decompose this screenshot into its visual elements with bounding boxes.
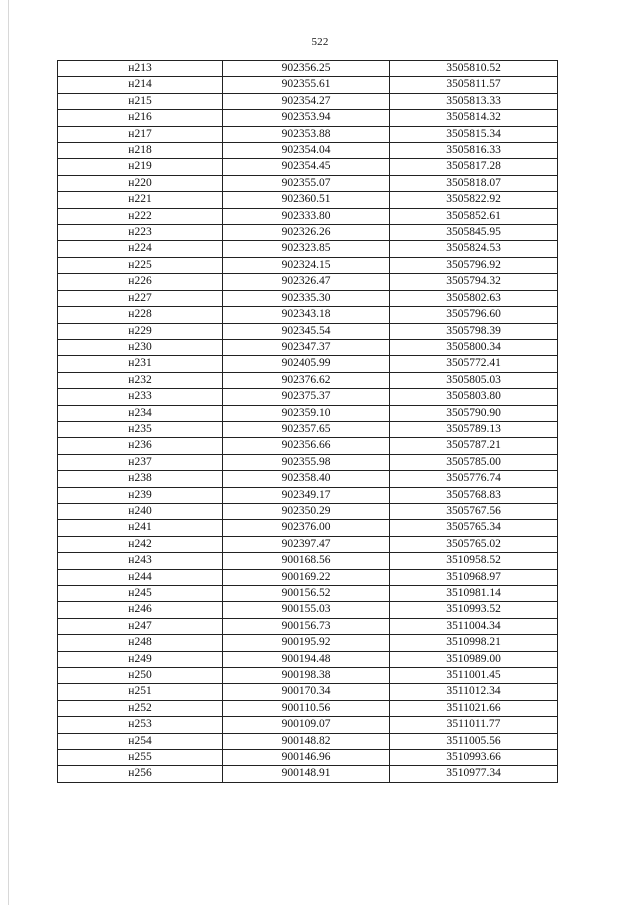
y-coordinate-cell: 3505845.95: [390, 225, 558, 241]
x-coordinate-cell: 902347.37: [223, 339, 390, 355]
y-coordinate-cell: 3505794.32: [390, 274, 558, 290]
y-coordinate-cell: 3510981.14: [390, 586, 558, 602]
point-id-cell: н216: [58, 110, 223, 126]
y-coordinate-cell: 3505815.34: [390, 126, 558, 142]
x-coordinate-cell: 902354.27: [223, 93, 390, 109]
point-id-cell: н249: [58, 651, 223, 667]
coordinates-table-body: [58, 61, 558, 783]
table-row: [58, 77, 558, 93]
table-row: [58, 618, 558, 634]
point-id-cell: н238: [58, 471, 223, 487]
x-coordinate-cell: 900194.48: [223, 651, 390, 667]
table-row: [58, 257, 558, 273]
x-coordinate-cell: 902376.62: [223, 372, 390, 388]
y-coordinate-cell: 3505818.07: [390, 175, 558, 191]
y-coordinate-cell: 3505768.83: [390, 487, 558, 503]
x-coordinate-cell: 900110.56: [223, 700, 390, 716]
point-id-cell: н246: [58, 602, 223, 618]
table-row: [58, 668, 558, 684]
table-row: [58, 323, 558, 339]
y-coordinate-cell: 3511005.56: [390, 733, 558, 749]
point-id-cell: н234: [58, 405, 223, 421]
table-row: [58, 569, 558, 585]
point-id-cell: н251: [58, 684, 223, 700]
x-coordinate-cell: 900156.73: [223, 618, 390, 634]
point-id-cell: н223: [58, 225, 223, 241]
table-row: [58, 471, 558, 487]
point-id-cell: н219: [58, 159, 223, 175]
point-id-cell: н215: [58, 93, 223, 109]
table-row: [58, 274, 558, 290]
y-coordinate-cell: 3505789.13: [390, 421, 558, 437]
y-coordinate-cell: 3505767.56: [390, 503, 558, 519]
y-coordinate-cell: 3505772.41: [390, 356, 558, 372]
x-coordinate-cell: 902345.54: [223, 323, 390, 339]
x-coordinate-cell: 902353.94: [223, 110, 390, 126]
point-id-cell: н244: [58, 569, 223, 585]
y-coordinate-cell: 3505790.90: [390, 405, 558, 421]
table-row: [58, 635, 558, 651]
point-id-cell: н235: [58, 421, 223, 437]
point-id-cell: н220: [58, 175, 223, 191]
page-number: 522: [311, 36, 329, 48]
table-row: [58, 684, 558, 700]
table-row: [58, 225, 558, 241]
point-id-cell: н256: [58, 766, 223, 782]
table-row: [58, 307, 558, 323]
table-row: [58, 536, 558, 552]
y-coordinate-cell: 3505796.92: [390, 257, 558, 273]
point-id-cell: н224: [58, 241, 223, 257]
y-coordinate-cell: 3505796.60: [390, 307, 558, 323]
x-coordinate-cell: 902354.04: [223, 143, 390, 159]
y-coordinate-cell: 3505805.03: [390, 372, 558, 388]
y-coordinate-cell: 3505810.52: [390, 61, 558, 77]
point-id-cell: н236: [58, 438, 223, 454]
point-id-cell: н214: [58, 77, 223, 93]
y-coordinate-cell: 3505817.28: [390, 159, 558, 175]
table-row: [58, 733, 558, 749]
point-id-cell: н247: [58, 618, 223, 634]
x-coordinate-cell: 900148.91: [223, 766, 390, 782]
table-row: [58, 503, 558, 519]
point-id-cell: н255: [58, 750, 223, 766]
x-coordinate-cell: 902355.07: [223, 175, 390, 191]
point-id-cell: н243: [58, 553, 223, 569]
x-coordinate-cell: 902355.61: [223, 77, 390, 93]
point-id-cell: н230: [58, 339, 223, 355]
y-coordinate-cell: 3505800.34: [390, 339, 558, 355]
table-row: [58, 405, 558, 421]
table-row: [58, 372, 558, 388]
point-id-cell: н233: [58, 389, 223, 405]
y-coordinate-cell: 3505824.53: [390, 241, 558, 257]
table-row: [58, 356, 558, 372]
y-coordinate-cell: 3505798.39: [390, 323, 558, 339]
x-coordinate-cell: 900109.07: [223, 717, 390, 733]
x-coordinate-cell: 900146.96: [223, 750, 390, 766]
point-id-cell: н213: [58, 61, 223, 77]
point-id-cell: н228: [58, 307, 223, 323]
y-coordinate-cell: 3505765.34: [390, 520, 558, 536]
y-coordinate-cell: 3511001.45: [390, 668, 558, 684]
x-coordinate-cell: 902350.29: [223, 503, 390, 519]
x-coordinate-cell: 900148.82: [223, 733, 390, 749]
x-coordinate-cell: 900168.56: [223, 553, 390, 569]
coordinates-table: [57, 60, 558, 783]
x-coordinate-cell: 902355.98: [223, 454, 390, 470]
y-coordinate-cell: 3505802.63: [390, 290, 558, 306]
point-id-cell: н250: [58, 668, 223, 684]
table-row: [58, 175, 558, 191]
table-row: [58, 208, 558, 224]
point-id-cell: н254: [58, 733, 223, 749]
point-id-cell: н218: [58, 143, 223, 159]
x-coordinate-cell: 902357.65: [223, 421, 390, 437]
x-coordinate-cell: 902343.18: [223, 307, 390, 323]
x-coordinate-cell: 902376.00: [223, 520, 390, 536]
point-id-cell: н242: [58, 536, 223, 552]
y-coordinate-cell: 3505814.32: [390, 110, 558, 126]
x-coordinate-cell: 902324.15: [223, 257, 390, 273]
x-coordinate-cell: 902405.99: [223, 356, 390, 372]
table-row: [58, 143, 558, 159]
y-coordinate-cell: 3510977.34: [390, 766, 558, 782]
point-id-cell: н241: [58, 520, 223, 536]
point-id-cell: н226: [58, 274, 223, 290]
point-id-cell: н217: [58, 126, 223, 142]
x-coordinate-cell: 902335.30: [223, 290, 390, 306]
y-coordinate-cell: 3511012.34: [390, 684, 558, 700]
y-coordinate-cell: 3510993.52: [390, 602, 558, 618]
x-coordinate-cell: 902326.47: [223, 274, 390, 290]
table-row: [58, 520, 558, 536]
table-row: [58, 487, 558, 503]
x-coordinate-cell: 902356.25: [223, 61, 390, 77]
point-id-cell: н237: [58, 454, 223, 470]
x-coordinate-cell: 900195.92: [223, 635, 390, 651]
x-coordinate-cell: 900156.52: [223, 586, 390, 602]
table-row: [58, 651, 558, 667]
y-coordinate-cell: 3511004.34: [390, 618, 558, 634]
y-coordinate-cell: 3510958.52: [390, 553, 558, 569]
table-row: [58, 159, 558, 175]
table-row: [58, 421, 558, 437]
table-row: [58, 192, 558, 208]
table-row: [58, 438, 558, 454]
point-id-cell: н232: [58, 372, 223, 388]
x-coordinate-cell: 900155.03: [223, 602, 390, 618]
y-coordinate-cell: 3505787.21: [390, 438, 558, 454]
x-coordinate-cell: 902359.10: [223, 405, 390, 421]
x-coordinate-cell: 902353.88: [223, 126, 390, 142]
table-row: [58, 61, 558, 77]
point-id-cell: н225: [58, 257, 223, 273]
table-row: [58, 586, 558, 602]
table-row: [58, 700, 558, 716]
y-coordinate-cell: 3505852.61: [390, 208, 558, 224]
y-coordinate-cell: 3505785.00: [390, 454, 558, 470]
point-id-cell: н240: [58, 503, 223, 519]
point-id-cell: н248: [58, 635, 223, 651]
point-id-cell: н252: [58, 700, 223, 716]
table-row: [58, 602, 558, 618]
point-id-cell: н231: [58, 356, 223, 372]
table-row: [58, 110, 558, 126]
table-row: [58, 717, 558, 733]
table-row: [58, 126, 558, 142]
scan-margin-line: [8, 0, 9, 905]
table-row: [58, 241, 558, 257]
x-coordinate-cell: 900198.38: [223, 668, 390, 684]
y-coordinate-cell: 3505813.33: [390, 93, 558, 109]
x-coordinate-cell: 902326.26: [223, 225, 390, 241]
y-coordinate-cell: 3505765.02: [390, 536, 558, 552]
x-coordinate-cell: 902354.45: [223, 159, 390, 175]
point-id-cell: н229: [58, 323, 223, 339]
y-coordinate-cell: 3511011.77: [390, 717, 558, 733]
table-row: [58, 766, 558, 782]
table-row: [58, 93, 558, 109]
x-coordinate-cell: 902358.40: [223, 471, 390, 487]
y-coordinate-cell: 3510993.66: [390, 750, 558, 766]
y-coordinate-cell: 3505811.57: [390, 77, 558, 93]
y-coordinate-cell: 3505776.74: [390, 471, 558, 487]
y-coordinate-cell: 3505822.92: [390, 192, 558, 208]
x-coordinate-cell: 902360.51: [223, 192, 390, 208]
y-coordinate-cell: 3511021.66: [390, 700, 558, 716]
x-coordinate-cell: 902375.37: [223, 389, 390, 405]
x-coordinate-cell: 900169.22: [223, 569, 390, 585]
x-coordinate-cell: 902349.17: [223, 487, 390, 503]
point-id-cell: н245: [58, 586, 223, 602]
y-coordinate-cell: 3505816.33: [390, 143, 558, 159]
point-id-cell: н227: [58, 290, 223, 306]
y-coordinate-cell: 3510989.00: [390, 651, 558, 667]
point-id-cell: н222: [58, 208, 223, 224]
y-coordinate-cell: 3510998.21: [390, 635, 558, 651]
table-row: [58, 553, 558, 569]
x-coordinate-cell: 902323.85: [223, 241, 390, 257]
point-id-cell: н253: [58, 717, 223, 733]
table-row: [58, 389, 558, 405]
x-coordinate-cell: 902397.47: [223, 536, 390, 552]
point-id-cell: н239: [58, 487, 223, 503]
table-row: [58, 290, 558, 306]
y-coordinate-cell: 3510968.97: [390, 569, 558, 585]
table-row: [58, 339, 558, 355]
table-row: [58, 454, 558, 470]
x-coordinate-cell: 902333.80: [223, 208, 390, 224]
point-id-cell: н221: [58, 192, 223, 208]
y-coordinate-cell: 3505803.80: [390, 389, 558, 405]
x-coordinate-cell: 902356.66: [223, 438, 390, 454]
x-coordinate-cell: 900170.34: [223, 684, 390, 700]
table-row: [58, 750, 558, 766]
